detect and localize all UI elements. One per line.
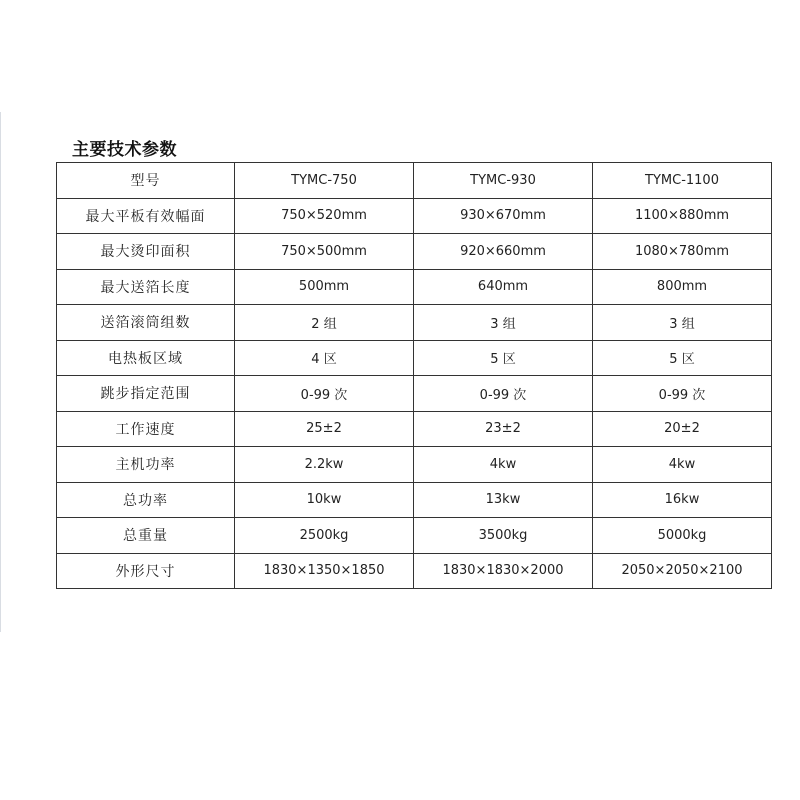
value-cell: 3 组 (414, 305, 593, 341)
header-model-cell: TYMC-1100 (593, 163, 772, 199)
value-cell: 5 区 (593, 340, 772, 376)
table-row (57, 447, 772, 483)
value-cell: 1830×1830×2000 (414, 553, 593, 589)
value-cell: 2500kg (235, 518, 414, 554)
row-label-cell: 主机功率 (57, 447, 235, 483)
page-edge-divider (0, 112, 1, 632)
value-cell: 4kw (593, 447, 772, 483)
table-row (57, 234, 772, 270)
value-cell: 0-99 次 (414, 376, 593, 412)
value-cell: 2.2kw (235, 447, 414, 483)
table-row (57, 305, 772, 341)
row-label-cell: 送箔滚筒组数 (57, 305, 235, 341)
value-cell: 25±2 (235, 411, 414, 447)
table-header-row (57, 163, 772, 199)
value-cell: 0-99 次 (593, 376, 772, 412)
value-cell: 750×500mm (235, 234, 414, 270)
header-label-cell: 型号 (57, 163, 235, 199)
value-cell: 3500kg (414, 518, 593, 554)
row-label-cell: 工作速度 (57, 411, 235, 447)
value-cell: 2 组 (235, 305, 414, 341)
value-cell: 0-99 次 (235, 376, 414, 412)
table-row (57, 376, 772, 412)
row-label-cell: 最大送箔长度 (57, 269, 235, 305)
value-cell: 10kw (235, 482, 414, 518)
value-cell: 16kw (593, 482, 772, 518)
table-row (57, 518, 772, 554)
value-cell: 4kw (414, 447, 593, 483)
value-cell: 5 区 (414, 340, 593, 376)
row-label-cell: 跳步指定范围 (57, 376, 235, 412)
table-row (57, 269, 772, 305)
section-title: 主要技术参数 (72, 140, 177, 160)
row-label-cell: 总功率 (57, 482, 235, 518)
value-cell: 23±2 (414, 411, 593, 447)
value-cell: 920×660mm (414, 234, 593, 270)
header-model-cell: TYMC-750 (235, 163, 414, 199)
spec-table (56, 162, 772, 589)
value-cell: 2050×2050×2100 (593, 553, 772, 589)
row-label-cell: 最大烫印面积 (57, 234, 235, 270)
value-cell: 20±2 (593, 411, 772, 447)
header-model-cell: TYMC-930 (414, 163, 593, 199)
value-cell: 4 区 (235, 340, 414, 376)
table-row (57, 198, 772, 234)
value-cell: 1830×1350×1850 (235, 553, 414, 589)
value-cell: 1100×880mm (593, 198, 772, 234)
row-label-cell: 外形尺寸 (57, 553, 235, 589)
value-cell: 1080×780mm (593, 234, 772, 270)
value-cell: 5000kg (593, 518, 772, 554)
value-cell: 930×670mm (414, 198, 593, 234)
value-cell: 500mm (235, 269, 414, 305)
row-label-cell: 总重量 (57, 518, 235, 554)
table-row (57, 482, 772, 518)
value-cell: 800mm (593, 269, 772, 305)
value-cell: 3 组 (593, 305, 772, 341)
row-label-cell: 最大平板有效幅面 (57, 198, 235, 234)
table-row (57, 411, 772, 447)
table-row (57, 553, 772, 589)
value-cell: 750×520mm (235, 198, 414, 234)
row-label-cell: 电热板区域 (57, 340, 235, 376)
table-row (57, 340, 772, 376)
value-cell: 13kw (414, 482, 593, 518)
value-cell: 640mm (414, 269, 593, 305)
